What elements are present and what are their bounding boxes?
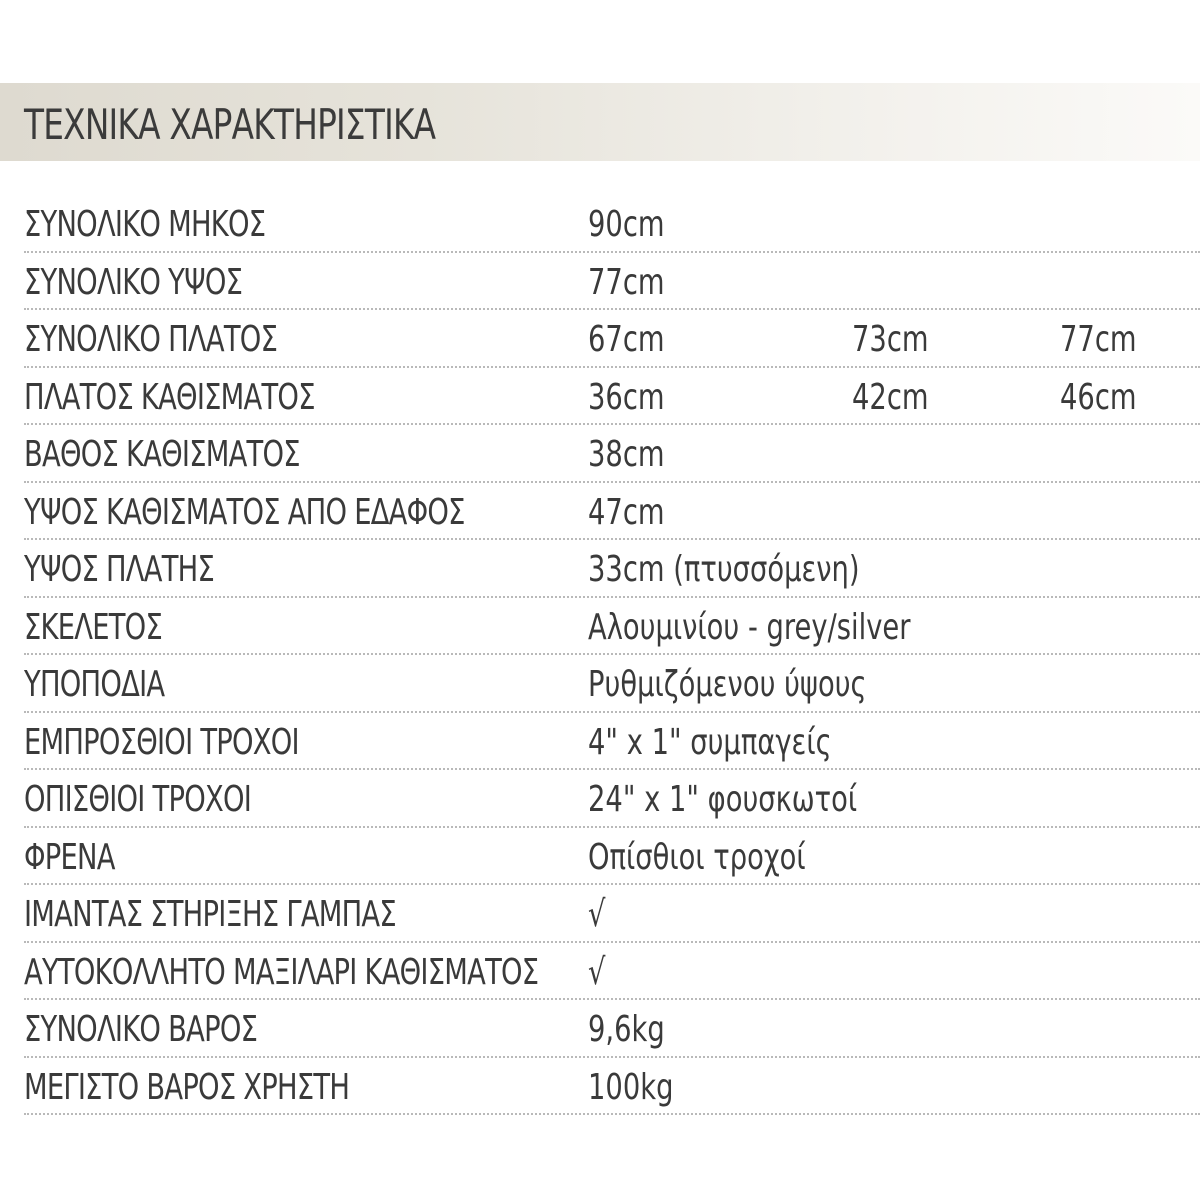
spec-row-calf-strap: [0, 885, 1200, 943]
spec-label: ΣΥΝΟΛΙΚΟ ΜΗΚΟΣ: [24, 204, 266, 245]
spec-label: ΜΕΓΙΣΤΟ ΒΑΡΟΣ ΧΡΗΣΤΗ: [24, 1066, 350, 1108]
spec-row-total-height: [0, 253, 1200, 311]
spec-row-front-wheels: [0, 713, 1200, 771]
spec-value: 36cm: [588, 376, 665, 418]
spec-label: ΒΑΘΟΣ ΚΑΘΙΣΜΑΤΟΣ: [24, 434, 300, 475]
spec-row-footrest: [0, 655, 1200, 713]
spec-table: [0, 195, 1200, 1115]
spec-row-frame: [0, 598, 1200, 656]
spec-value-2: 42cm: [852, 376, 929, 418]
spec-row-brakes: [0, 828, 1200, 886]
spec-value-2: 73cm: [852, 319, 929, 360]
spec-value: 4" x 1" συμπαγείς: [588, 721, 832, 763]
spec-value: 77cm: [588, 261, 665, 303]
spec-label: ΑΥΤΟΚΟΛΛΗΤΟ ΜΑΞΙΛΑΡΙ ΚΑΘΙΣΜΑΤΟΣ: [24, 951, 539, 993]
spec-value: 67cm: [588, 319, 665, 360]
spec-value-3: 46cm: [1060, 376, 1137, 418]
spec-value-3: 77cm: [1060, 319, 1137, 360]
spec-row-back-height: [0, 540, 1200, 598]
check-mark-icon: √: [588, 894, 606, 935]
spec-label: ΣΥΝΟΛΙΚΟ ΠΛΑΤΟΣ: [24, 319, 278, 360]
spec-value: 100kg: [588, 1066, 674, 1108]
spec-label: ΣΥΝΟΛΙΚΟ ΒΑΡΟΣ: [24, 1009, 258, 1050]
spec-value: 33cm (πτυσσόμενη): [588, 549, 860, 590]
spec-row-seat-width: [0, 368, 1200, 426]
spec-label: ΟΠΙΣΘΙΟΙ ΤΡΟΧΟΙ: [24, 779, 252, 820]
spec-value: 9,6kg: [588, 1009, 665, 1050]
spec-value: 90cm: [588, 204, 665, 245]
spec-row-rear-wheels: [0, 770, 1200, 828]
header-band: [0, 83, 1200, 161]
spec-value: 38cm: [588, 434, 665, 475]
spec-label: ΥΠΟΠΟΔΙΑ: [24, 664, 165, 705]
spec-value: 47cm: [588, 491, 665, 533]
spec-row-seat-cushion: [0, 943, 1200, 1001]
spec-label: ΕΜΠΡΟΣΘΙΟΙ ΤΡΟΧΟΙ: [24, 721, 299, 763]
page-title: ΤΕΧΝΙΚΑ ΧΑΡΑΚΤΗΡΙΣΤΙΚΑ: [24, 100, 436, 149]
spec-value: Οπίσθιοι τροχοί: [588, 836, 806, 878]
spec-label: ΥΨΟΣ ΠΛΑΤΗΣ: [24, 549, 214, 590]
spec-row-max-user-weight: [0, 1058, 1200, 1116]
spec-value: 24" x 1" φουσκωτοί: [588, 779, 858, 820]
check-mark-icon: √: [588, 951, 606, 993]
spec-label: ΦΡΕΝΑ: [24, 836, 115, 878]
spec-value: Αλουμινίου - grey/silver: [588, 606, 911, 648]
spec-label: ΥΨΟΣ ΚΑΘΙΣΜΑΤΟΣ ΑΠΟ ΕΔΑΦΟΣ: [24, 491, 465, 533]
spec-row-total-width: [0, 310, 1200, 368]
spec-label: ΙΜΑΝΤΑΣ ΣΤΗΡΙΞΗΣ ΓΑΜΠΑΣ: [24, 894, 396, 935]
spec-label: ΣΥΝΟΛΙΚΟ ΥΨΟΣ: [24, 261, 243, 303]
spec-row-total-length: [0, 195, 1200, 253]
spec-row-total-weight: [0, 1000, 1200, 1058]
spec-label: ΠΛΑΤΟΣ ΚΑΘΙΣΜΑΤΟΣ: [24, 376, 315, 418]
spec-label: ΣΚΕΛΕΤΟΣ: [24, 606, 162, 648]
spec-row-seat-depth: [0, 425, 1200, 483]
spec-row-seat-height: [0, 483, 1200, 541]
spec-value: Ρυθμιζόμενου ύψους: [588, 664, 867, 705]
